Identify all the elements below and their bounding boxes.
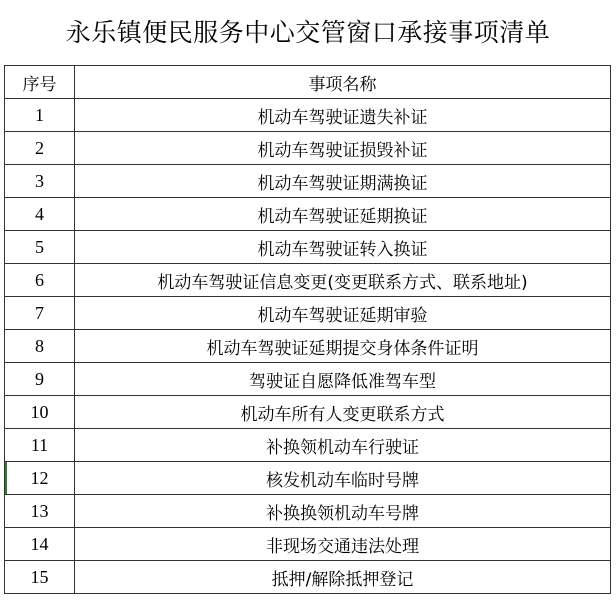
item-name-cell[interactable]: 补换换领机动车号牌	[75, 495, 611, 528]
item-name-cell[interactable]: 机动车驾驶证期满换证	[75, 165, 611, 198]
row-number-cell[interactable]: 6	[5, 264, 75, 297]
row-number-cell[interactable]: 2	[5, 132, 75, 165]
table-row	[5, 429, 611, 462]
item-name-cell[interactable]: 机动车驾驶证延期审验	[75, 297, 611, 330]
table-row	[5, 99, 611, 132]
row-number-cell[interactable]: 1	[5, 99, 75, 132]
row-number-cell[interactable]: 4	[5, 198, 75, 231]
row-number-cell[interactable]: 8	[5, 330, 75, 363]
item-name-cell[interactable]: 机动车驾驶证损毁补证	[75, 132, 611, 165]
row-number-cell[interactable]: 3	[5, 165, 75, 198]
table-row	[5, 561, 611, 594]
item-name-cell[interactable]: 核发机动车临时号牌	[75, 462, 611, 495]
page-title: 永乐镇便民服务中心交管窗口承接事项清单	[65, 18, 551, 47]
table-row	[5, 165, 611, 198]
table-row	[5, 264, 611, 297]
item-name-cell[interactable]: 非现场交通违法处理	[75, 528, 611, 561]
row-number-cell[interactable]: 9	[5, 363, 75, 396]
table-row	[5, 396, 611, 429]
table-row	[5, 132, 611, 165]
items-table	[4, 65, 611, 594]
header-cell-number[interactable]: 序号	[5, 66, 75, 99]
item-name-cell[interactable]: 机动车驾驶证延期提交身体条件证明	[75, 330, 611, 363]
row-number-cell[interactable]: 13	[5, 495, 75, 528]
item-name-cell[interactable]: 抵押/解除抵押登记	[75, 561, 611, 594]
table-row	[5, 495, 611, 528]
row-number-cell[interactable]: 15	[5, 561, 75, 594]
row-number-cell[interactable]: 14	[5, 528, 75, 561]
table-row	[5, 330, 611, 363]
item-name-cell[interactable]: 机动车驾驶证延期换证	[75, 198, 611, 231]
row-number-cell[interactable]: 12	[5, 462, 75, 495]
item-name-cell[interactable]: 机动车驾驶证转入换证	[75, 231, 611, 264]
table-header-row	[5, 66, 611, 99]
row-number-cell[interactable]: 7	[5, 297, 75, 330]
item-name-cell[interactable]: 机动车驾驶证信息变更(变更联系方式、联系地址)	[75, 264, 611, 297]
item-name-cell[interactable]: 驾驶证自愿降低准驾车型	[75, 363, 611, 396]
header-cell-item-name[interactable]: 事项名称	[75, 66, 611, 99]
row-number-cell[interactable]: 5	[5, 231, 75, 264]
item-name-cell[interactable]: 补换领机动车行驶证	[75, 429, 611, 462]
item-name-cell[interactable]: 机动车驾驶证遗失补证	[75, 99, 611, 132]
table-row	[5, 528, 611, 561]
table-row	[5, 297, 611, 330]
row-number-cell[interactable]: 11	[5, 429, 75, 462]
table-row	[5, 363, 611, 396]
item-name-cell[interactable]: 机动车所有人变更联系方式	[75, 396, 611, 429]
table-row	[5, 198, 611, 231]
table-row	[5, 231, 611, 264]
table-row	[5, 462, 611, 495]
row-number-cell[interactable]: 10	[5, 396, 75, 429]
